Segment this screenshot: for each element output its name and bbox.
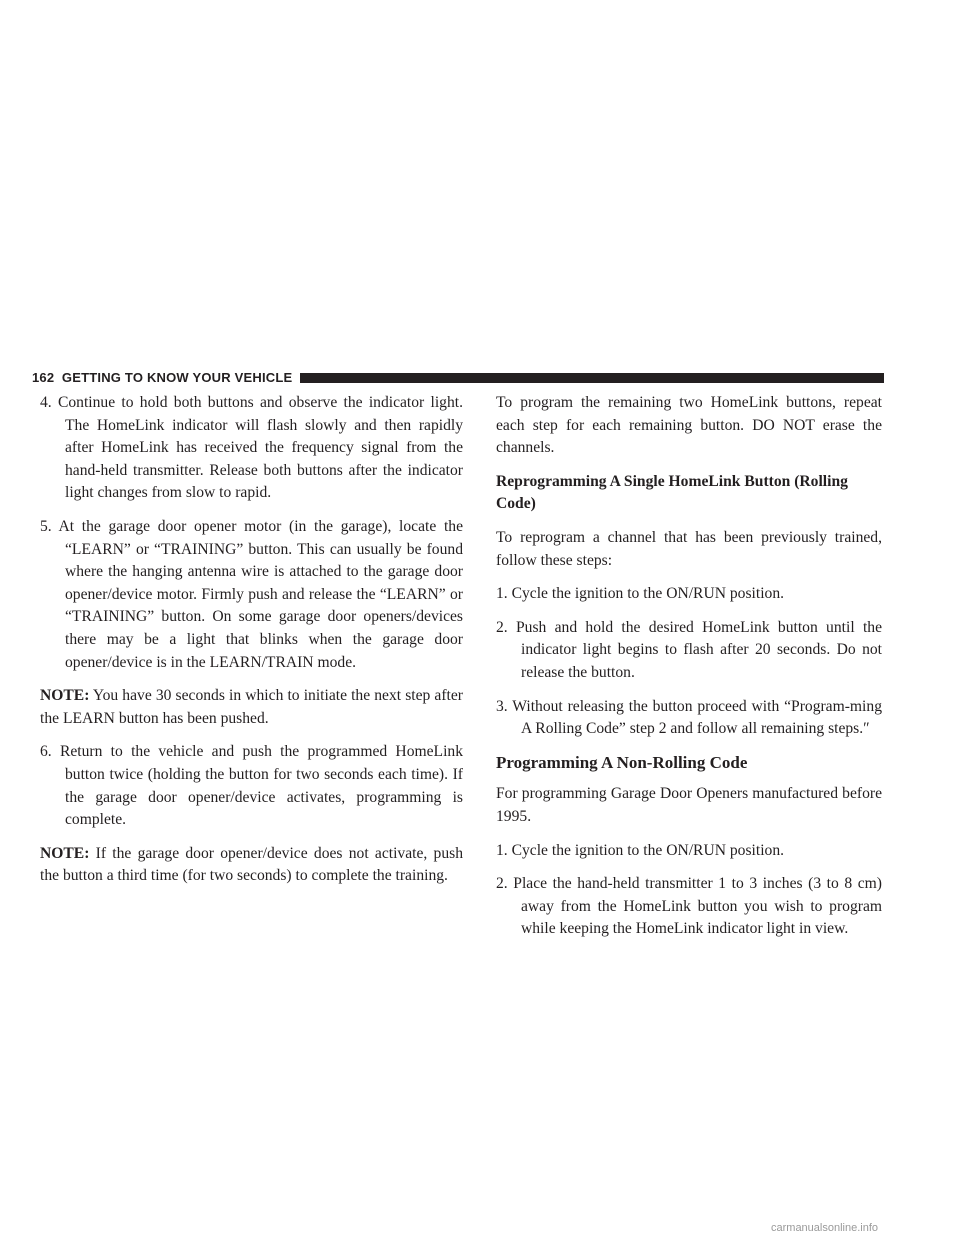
reprogram-step-1: 1. Cycle the ignition to the ON/RUN position. [496, 585, 785, 603]
page-header [32, 371, 884, 385]
reprogram-step-3: 3. Without releasing the button proceed with “Program-ming A Rolling Code” step 2 and follow all remaining steps.″ [496, 697, 882, 738]
note-third-time [40, 843, 463, 888]
step-4: 4. Continue to hold both buttons and observe the indicator light. The HomeLink indicator will flash slowly and then rapidly after HomeLink has received the frequency signal from the hand-held transmitter. Release both buttons after the indicator light changes from slow to rapid. [40, 394, 463, 502]
header-rule [300, 373, 884, 383]
reprogramming-subheading: Reprogramming A Single HomeLink Button (Rolling Code) [496, 472, 848, 513]
note-text: You have 30 seconds in which to initiate the next step after the LEARN button has been pushed. [40, 687, 463, 727]
note-30-seconds [40, 685, 463, 730]
note-text: If the garage door opener/device does not activate, push the button a third time (for two seconds) to complete the training. [40, 844, 463, 885]
note-label: NOTE: [40, 687, 90, 705]
non-rolling-code-heading: Programming A Non-Rolling Code [496, 752, 748, 772]
remaining-buttons-paragraph: To program the remaining two HomeLink buttons, repeat each step for each remaining button. DO NOT erase the channels. [496, 394, 882, 457]
step-5: 5. At the garage door opener motor (in the garage), locate the “LEARN” or “TRAINING” button. This can usually be found where the hanging antenna wire is attached to the garage door opener/device motor. Firmly push and release the “LEARN” or “TRAINING” button. On some garage door openers/devices there may be a light that blinks when the garage door opener/device is in the LEARN/TRAIN mode. [40, 517, 463, 671]
left-column [40, 392, 463, 899]
non-rolling-step-1: 1. Cycle the ignition to the ON/RUN position. [496, 841, 785, 859]
section-title: GETTING TO KNOW YOUR VEHICLE [61, 370, 293, 385]
page-number: 162 [32, 370, 55, 385]
non-rolling-step-2: 2. Place the hand-held transmitter 1 to 3 inches (3 to 8 cm) away from the HomeLink button you wish to program while keeping the HomeLink indicator light in view. [496, 875, 882, 938]
page-header-label [32, 371, 300, 385]
note-label: NOTE: [40, 844, 90, 862]
right-column [496, 392, 882, 952]
watermark: carmanualsonline.info [771, 1222, 879, 1234]
reprogram-step-2: 2. Push and hold the desired HomeLink button until the indicator light begins to flash after 20 seconds. Do not release the button. [496, 618, 882, 681]
non-rolling-intro: For programming Garage Door Openers manufactured before 1995. [496, 785, 882, 825]
reprogram-intro: To reprogram a channel that has been previously trained, follow these steps: [496, 528, 882, 569]
step-6: 6. Return to the vehicle and push the programmed HomeLink button twice (holding the button for two seconds each time). If the garage door opener/device activates, programming is complete. [40, 743, 463, 829]
